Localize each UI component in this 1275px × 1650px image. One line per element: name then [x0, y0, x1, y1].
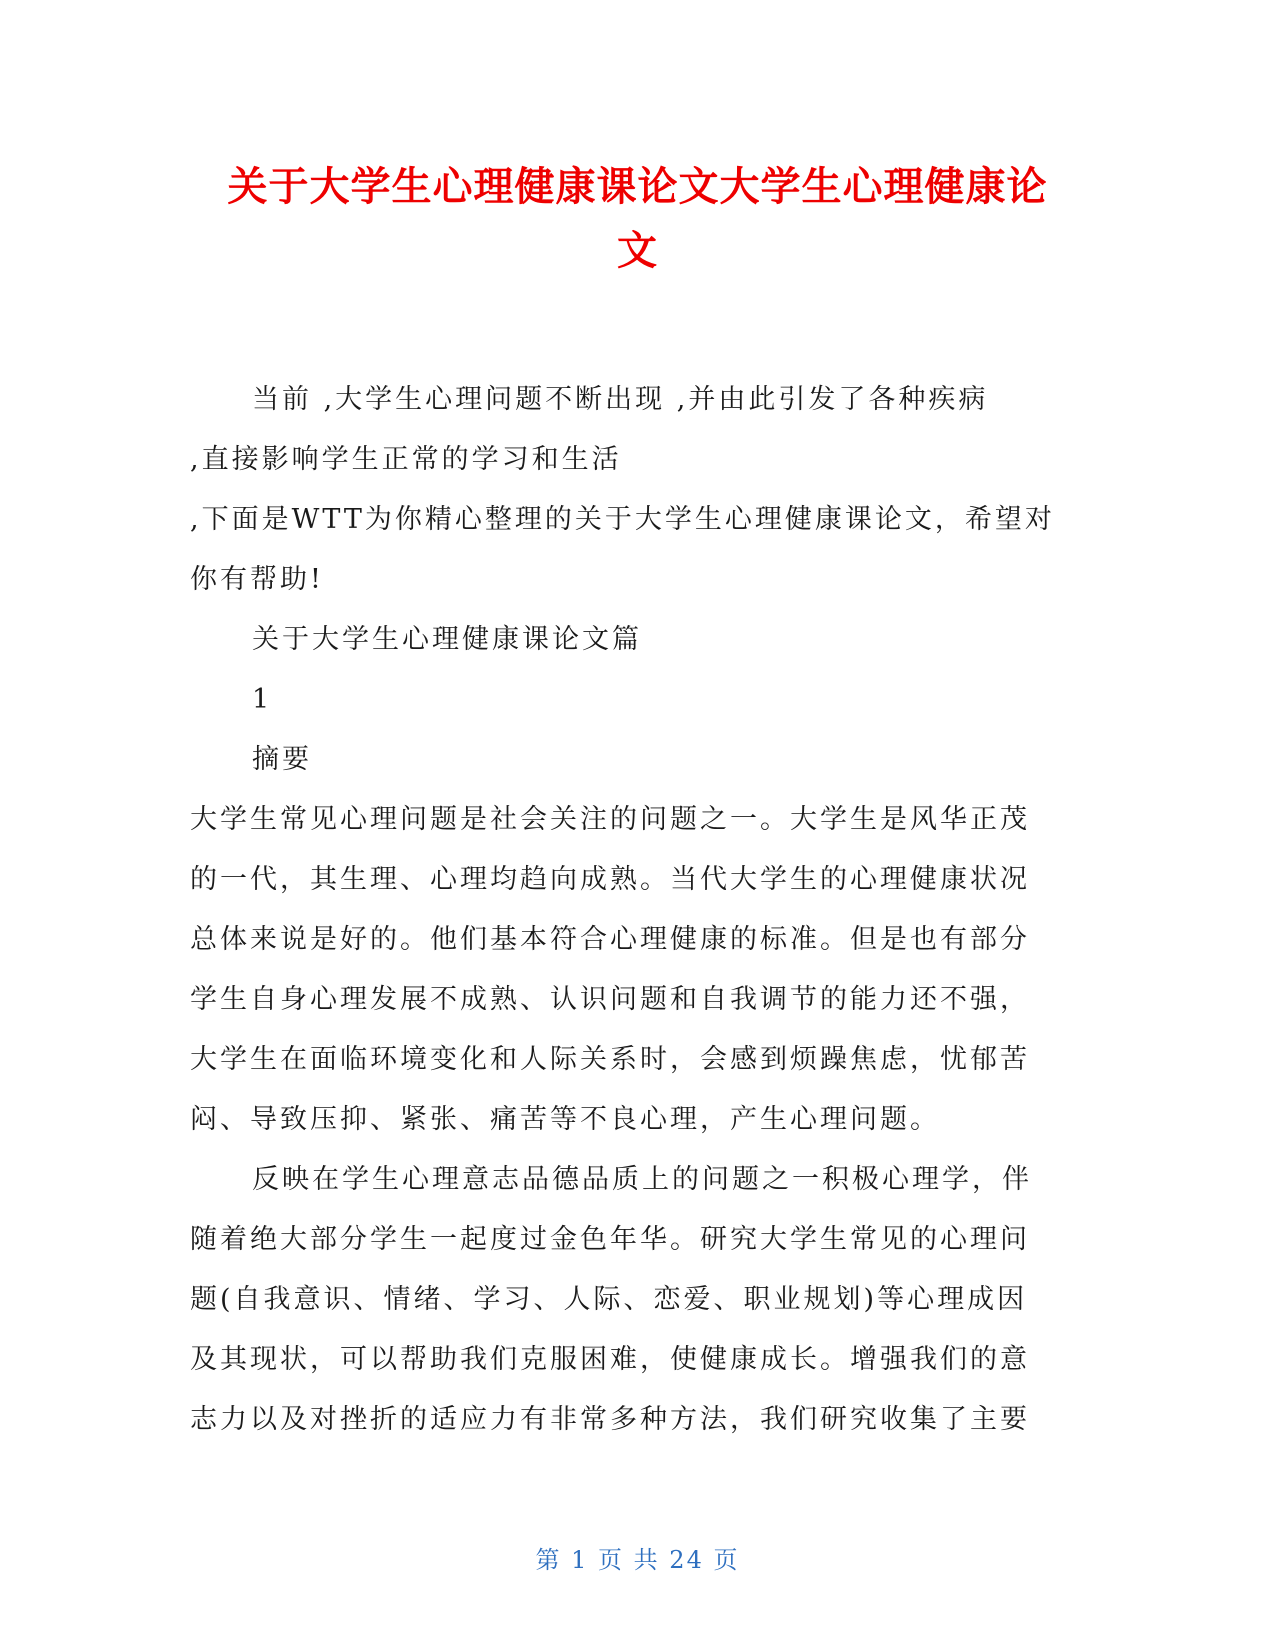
- body-line: 你有帮助!: [190, 564, 324, 595]
- section-number: 1: [252, 684, 273, 715]
- title-line-1: 关于大学生心理健康课论文大学生心理健康论: [227, 164, 1048, 210]
- body-line: 大学生在面临环境变化和人际关系时，会感到烦躁焦虑，忧郁苦: [190, 1044, 1030, 1075]
- body-line: ,直接影响学生正常的学习和生活: [190, 444, 622, 475]
- body-line: 的一代，其生理、心理均趋向成熟。当代大学生的心理健康状况: [190, 864, 1030, 895]
- body-line: 反映在学生心理意志品德品质上的问题之一积极心理学，伴: [252, 1164, 1032, 1195]
- body-line: 闷、导致压抑、紧张、痛苦等不良心理，产生心理问题。: [190, 1104, 940, 1135]
- title-line-2: 文: [617, 228, 658, 274]
- body-line: 随着绝大部分学生一起度过金色年华。研究大学生常见的心理问: [190, 1224, 1030, 1255]
- document-title: [180, 155, 1095, 283]
- body-line: 总体来说是好的。他们基本符合心理健康的标准。但是也有部分: [190, 924, 1030, 955]
- abstract-heading: 摘要: [252, 744, 312, 775]
- body-line: 学生自身心理发展不成熟、认识问题和自我调节的能力还不强，: [190, 984, 1030, 1015]
- body-line: 题(自我意识、情绪、学习、人际、恋爱、职业规划)等心理成因: [190, 1284, 1028, 1315]
- body-line: 志力以及对挫折的适应力有非常多种方法，我们研究收集了主要: [190, 1404, 1030, 1435]
- body-line: 当前 ,大学生心理问题不断出现 ,并由此引发了各种疾病: [252, 384, 989, 415]
- document-body: [190, 370, 1070, 1450]
- body-line: 大学生常见心理问题是社会关注的问题之一。大学生是风华正茂: [190, 804, 1030, 835]
- body-line: 及其现状，可以帮助我们克服困难，使健康成长。增强我们的意: [190, 1344, 1030, 1375]
- body-line: ,下面是WTT为你精心整理的关于大学生心理健康课论文，希望对: [190, 504, 1055, 535]
- page-footer: 第 1 页 共 24 页: [535, 1546, 740, 1574]
- section-heading: 关于大学生心理健康课论文篇: [252, 624, 642, 655]
